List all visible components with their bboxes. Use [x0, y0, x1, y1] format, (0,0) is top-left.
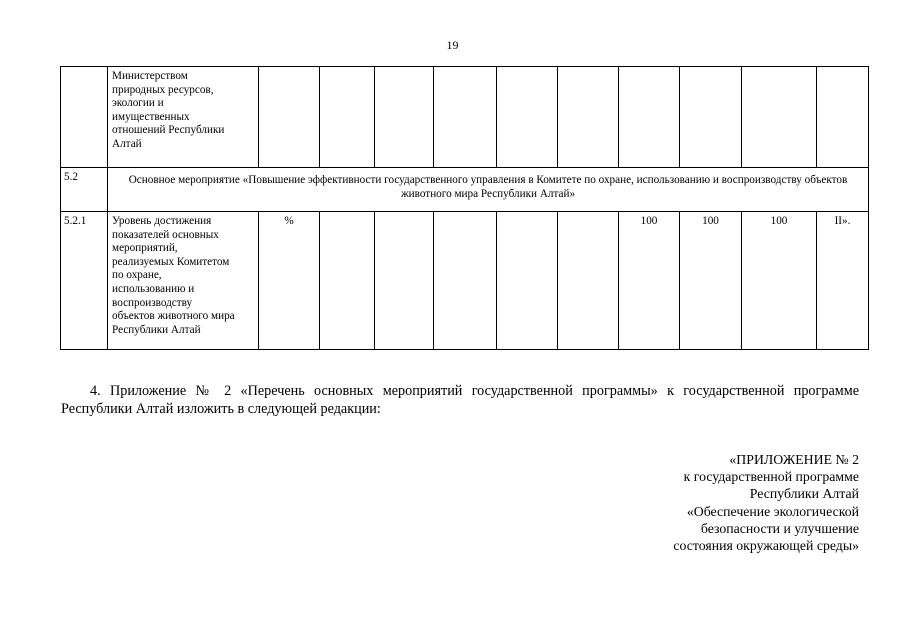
unit-cell: % — [259, 212, 320, 350]
appendix-line: «Обеспечение экологической — [686, 503, 859, 519]
value-cell — [742, 67, 817, 168]
name-line: реализуемых Комитетом — [112, 255, 230, 268]
amendment-paragraph: 4. Приложение № 2 «Перечень основных мероприятий государственной программы» к государственной программе Республики Алтай изложить в следующей редакции: — [61, 383, 859, 417]
appendix-line: безопасности и улучшение — [700, 520, 859, 536]
value-cell — [434, 212, 497, 350]
value-cell — [497, 67, 558, 168]
value-cell — [375, 67, 434, 168]
name-line: имущественных — [112, 110, 190, 123]
appendix-line: к государственной программе — [683, 469, 859, 485]
value-cell: 100 — [680, 212, 742, 350]
value-cell — [558, 67, 619, 168]
table-row — [61, 212, 869, 350]
value-cell: 100 — [619, 212, 680, 350]
name-line: мероприятий, — [112, 242, 178, 255]
value-cell — [817, 67, 869, 168]
appendix-line: состояния окружающей среды» — [673, 538, 859, 554]
name-line: природных ресурсов, — [112, 83, 214, 96]
row-code-cell — [61, 67, 108, 168]
page-number: 19 — [446, 38, 459, 52]
value-cell: II». — [817, 212, 869, 350]
value-cell — [680, 67, 742, 168]
name-line: отношений Республики — [112, 124, 225, 137]
value-cell — [434, 67, 497, 168]
value-cell — [619, 67, 680, 168]
value-cell — [558, 212, 619, 350]
row-code-cell: 5.2 — [61, 168, 108, 212]
value-cell: 100 — [742, 212, 817, 350]
row-name-cell — [108, 67, 259, 168]
table-row — [61, 67, 869, 168]
name-line: Министерством — [112, 70, 188, 82]
table-row — [61, 168, 869, 212]
name-line: объектов животного мира — [112, 310, 235, 323]
name-line: воспроизводству — [112, 296, 193, 309]
appendix-heading — [559, 451, 859, 554]
name-line: Уровень достижения — [112, 215, 212, 227]
value-cell — [375, 212, 434, 350]
name-line: Алтай — [112, 137, 142, 150]
activity-title-cell: Основное мероприятие «Повышение эффективности государственного управления в Комитете по охране, использованию и воспроизводству объектов животного мира Республики Алтай» — [108, 168, 869, 212]
appendix-line: Республики Алтай — [749, 486, 859, 502]
indicators-table — [60, 66, 869, 350]
name-line: использованию и — [112, 282, 195, 295]
value-cell — [320, 212, 375, 350]
value-cell — [259, 67, 320, 168]
value-cell — [497, 212, 558, 350]
name-line: экологии и — [112, 97, 164, 110]
value-cell — [320, 67, 375, 168]
name-line: показателей основных — [112, 228, 219, 241]
name-line: Республики Алтай — [112, 323, 201, 336]
row-code-cell: 5.2.1 — [61, 212, 108, 350]
name-line: по охране, — [112, 269, 162, 282]
appendix-line: «ПРИЛОЖЕНИЕ № 2 — [729, 452, 859, 467]
row-name-cell — [108, 212, 259, 350]
